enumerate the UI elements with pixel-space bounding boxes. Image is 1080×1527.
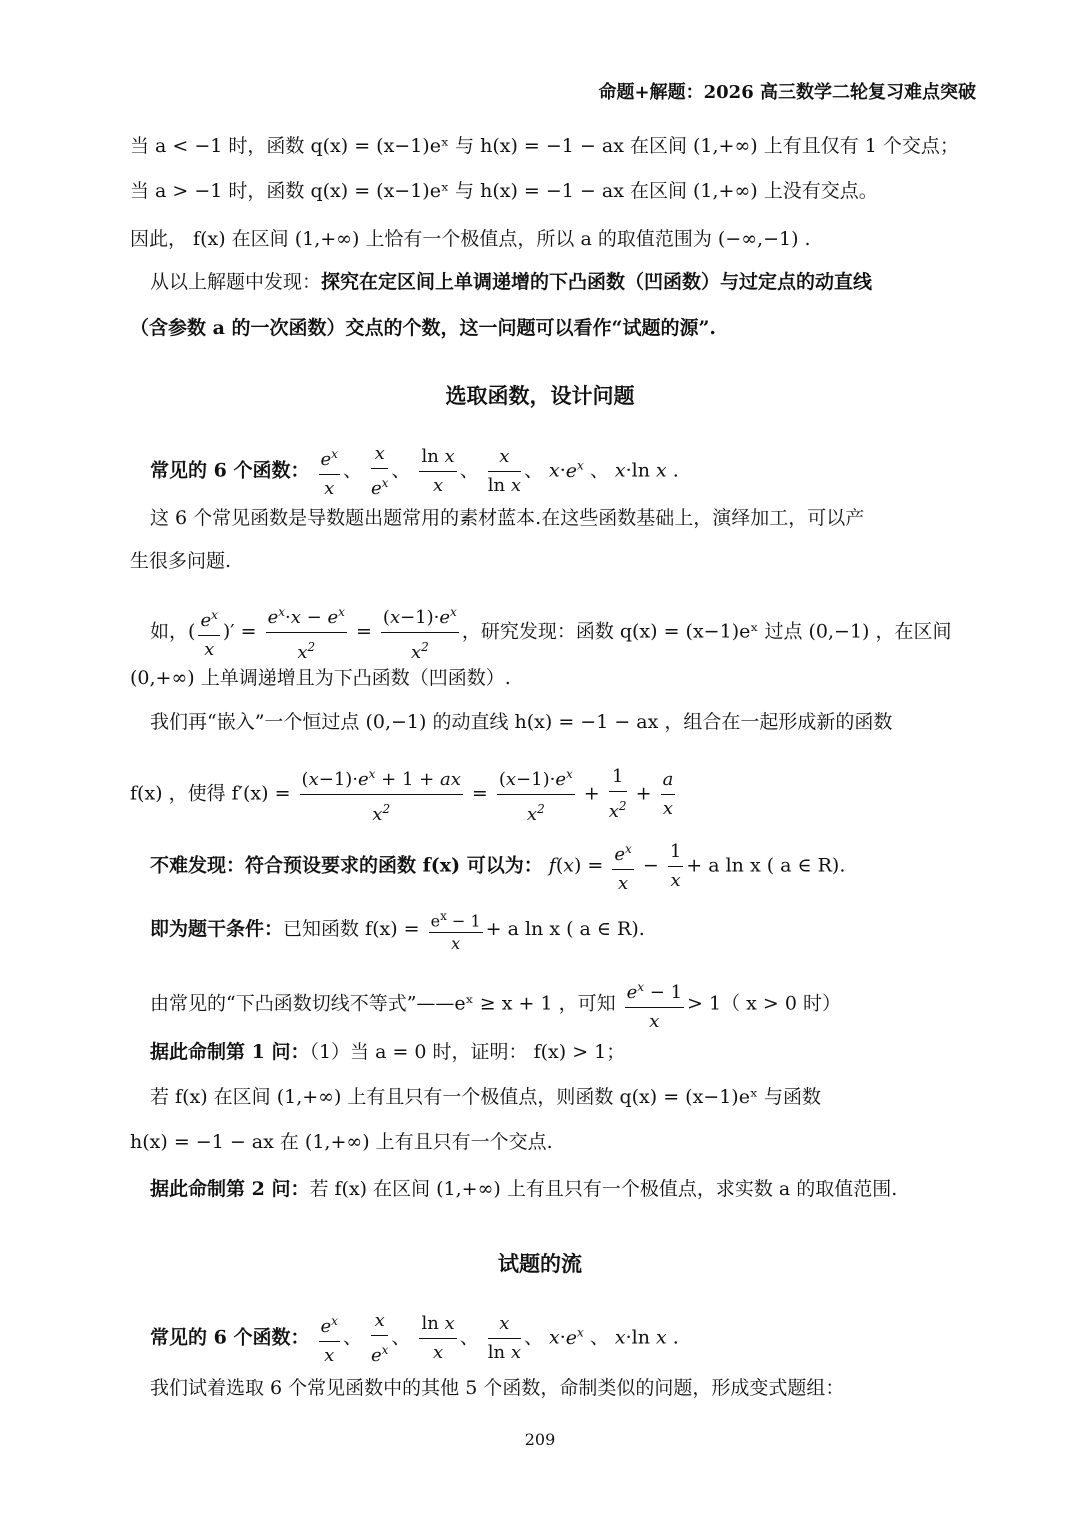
- example-line: 如，( $\frac{e^x}{x}$ )′ = $\frac{e^x\cdot x - e^x}{x^2}$ = $\frac{(x-1)\cdot e^x}{x^2}$ ，研究发现：函数 q(x) = (x−1)eˣ 过点 (0,−1) ，在区间: [150, 598, 980, 667]
- text-line-5: （含参数 a 的一次函数）交点的个数，这一问题可以看作“试题的源”.: [130, 317, 717, 339]
- common-functions-2: 常见的 6 个函数： $\frac{e^x}{x}$ 、 $\frac{x}{e^x}$ 、 $\frac{\text{ln x}}{x}$ 、 $\frac{x}{\text{ln x}}$ 、 $x\cdot e^x$ 、 x·ln x .: [150, 1307, 980, 1370]
- text-line-4: 从以上解题中发现：探究在定区间上单调递增的下凸函数（凹函数）与过定点的动直线: [150, 271, 873, 293]
- common-functions-1: 常见的 6 个函数： $\frac{e^x}{x}$ 、 $\frac{x}{e^x}$ 、 $\frac{\text{ln x}}{x}$ 、 $\frac{x}{\text{ln x}}$ 、 $x\cdot e^x$ 、 x·ln x .: [150, 440, 980, 503]
- example-line-2: (0,+∞) 上单调递增且为下凸函数（凹函数）.: [130, 667, 511, 689]
- if-line-1: 若 f(x) 在区间 (1,+∞) 上有且只有一个极值点，则函数 q(x) = (x−1)eˣ 与函数: [150, 1086, 822, 1108]
- para-1a: 这 6 个常见函数是导数题出题常用的素材蓝本.在这些函数基础上，演绎加工，可以产: [150, 507, 865, 529]
- question-1: 据此命制第 1 问：（1）当 a = 0 时，证明： f(x) > 1；: [150, 1041, 626, 1063]
- page-number: 209: [524, 1430, 556, 1449]
- section-heading-2: 试题的流: [498, 1251, 582, 1276]
- condition-line: 即为题干条件：已知函数 f(x) = $\frac{e^x - 1}{x}$ + a ln x ( a ∈ R).: [150, 905, 980, 955]
- text-line-3: 因此， f(x) 在区间 (1,+∞) 上恰有一个极值点，所以 a 的取值范围为 (−∞,−1) .: [130, 228, 811, 250]
- if-line-2: h(x) = −1 − ax 在 (1,+∞) 上有且只有一个交点.: [130, 1131, 553, 1153]
- text-line-2: 当 a > −1 时，函数 q(x) = (x−1)eˣ 与 h(x) = −1 − ax 在区间 (1,+∞) 上没有交点。: [130, 180, 878, 202]
- question-2: 据此命制第 2 问：若 f(x) 在区间 (1,+∞) 上有且只有一个极值点，求实数 a 的取值范围.: [150, 1178, 898, 1200]
- last-line: 我们试着选取 6 个常见函数中的其他 5 个函数，命制类似的问题，形成变式题组：: [150, 1377, 845, 1399]
- embed-line-2: f(x) ，使得 f′(x) = $\frac{(x-1)\cdot e^x + 1 + ax}{x^2}$ = $\frac{(x-1)\cdot e^x}{x^2}$ + $\frac{1}{x^2}$ + $\frac{a}{x}$: [130, 760, 980, 829]
- design-line: 不难发现：符合预设要求的函数 f(x) 可以为： f(x) = $\frac{e^x}{x}$ − $\frac{1}{x}$ + a ln x ( a ∈ R).: [150, 835, 980, 898]
- embed-line-1: 我们再“嵌入”一个恒过点 (0,−1) 的动直线 h(x) = −1 − ax ，组合在一起形成新的函数: [150, 711, 893, 733]
- tangent-line: 由常见的“下凸函数切线不等式”——eˣ ≥ x + 1 ，可知 $\frac{e^x - 1}{x}$ > 1（ x > 0 时）: [150, 973, 980, 1036]
- section-heading-1: 选取函数，设计问题: [445, 383, 635, 408]
- running-header: 命题+解题：2026 高三数学二轮复习难点突破: [598, 82, 976, 103]
- para-1b: 生很多问题.: [130, 550, 232, 572]
- text-line-1: 当 a < −1 时，函数 q(x) = (x−1)eˣ 与 h(x) = −1 − ax 在区间 (1,+∞) 上有且仅有 1 个交点；: [130, 135, 959, 157]
